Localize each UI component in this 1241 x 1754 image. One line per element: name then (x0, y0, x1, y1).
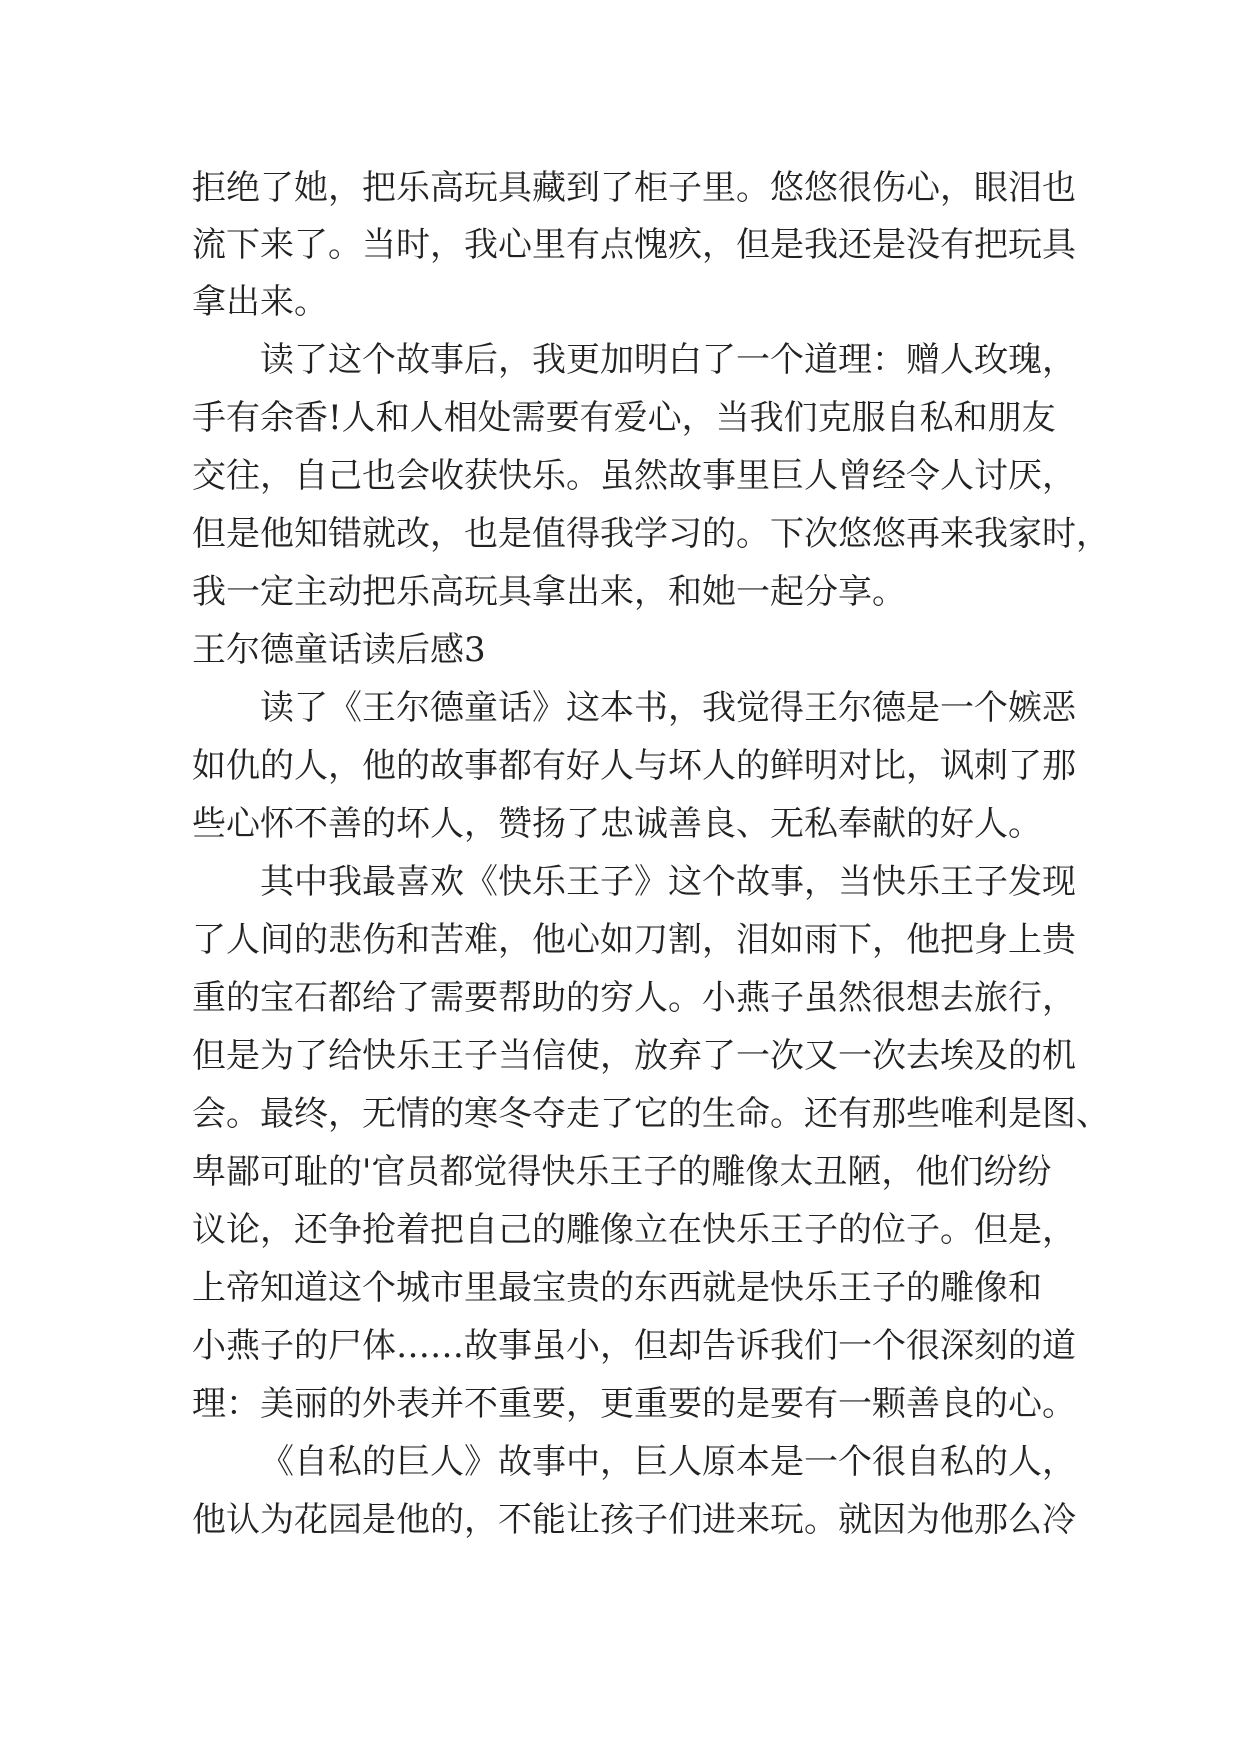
text-line: 小燕子的尸体……故事虽小，但却告诉我们一个很深刻的道 (192, 1326, 1076, 1366)
text-line: 重的宝石都给了需要帮助的穷人。小燕子虽然很想去旅行， (192, 978, 1076, 1018)
text-line: 交往，自己也会收获快乐。虽然故事里巨人曾经令人讨厌， (192, 456, 1076, 496)
text-line: 些心怀不善的坏人，赞扬了忠诚善良、无私奉献的好人。 (192, 804, 1042, 844)
text-line: 流下来了。当时，我心里有点愧疚，但是我还是没有把玩具 (192, 225, 1076, 265)
paragraph-first-line: 《自私的巨人》故事中，巨人原本是一个很自私的人， (260, 1442, 1076, 1482)
paragraph-first-line: 其中我最喜欢《快乐王子》这个故事，当快乐王子发现 (260, 862, 1076, 902)
text-line: 会。最终，无情的寒冬夺走了它的生命。还有那些唯利是图、 (192, 1094, 1110, 1134)
text-line: 理：美丽的外表并不重要，更重要的是要有一颗善良的心。 (192, 1384, 1076, 1424)
text-line: 了人间的悲伤和苦难，他心如刀割，泪如雨下，他把身上贵 (192, 920, 1076, 960)
text-line: 但是为了给快乐王子当信使，放弃了一次又一次去埃及的机 (192, 1036, 1076, 1076)
text-line: 他认为花园是他的，不能让孩子们进来玩。就因为他那么冷 (192, 1500, 1076, 1540)
text-line: 拿出来。 (192, 282, 328, 322)
text-line: 但是他知错就改，也是值得我学习的。下次悠悠再来我家时， (192, 514, 1110, 554)
paragraph-first-line: 读了这个故事后，我更加明白了一个道理：赠人玫瑰， (260, 340, 1076, 380)
paragraph-first-line: 读了《王尔德童话》这本书，我觉得王尔德是一个嫉恶 (260, 688, 1076, 728)
text-line: 手有余香!人和人相处需要有爱心，当我们克服自私和朋友 (192, 398, 1056, 438)
section-heading: 王尔德童话读后感3 (192, 630, 486, 670)
text-line: 如仇的人，他的故事都有好人与坏人的鲜明对比，讽刺了那 (192, 746, 1076, 786)
text-line: 我一定主动把乐高玩具拿出来，和她一起分享。 (192, 572, 906, 612)
text-line: 拒绝了她，把乐高玩具藏到了柜子里。悠悠很伤心，眼泪也 (192, 168, 1076, 208)
text-line: 上帝知道这个城市里最宝贵的东西就是快乐王子的雕像和 (192, 1268, 1042, 1308)
text-line: 卑鄙可耻的'官员都觉得快乐王子的雕像太丑陋，他们纷纷 (192, 1152, 1052, 1192)
text-line: 议论，还争抢着把自己的雕像立在快乐王子的位子。但是， (192, 1210, 1076, 1250)
